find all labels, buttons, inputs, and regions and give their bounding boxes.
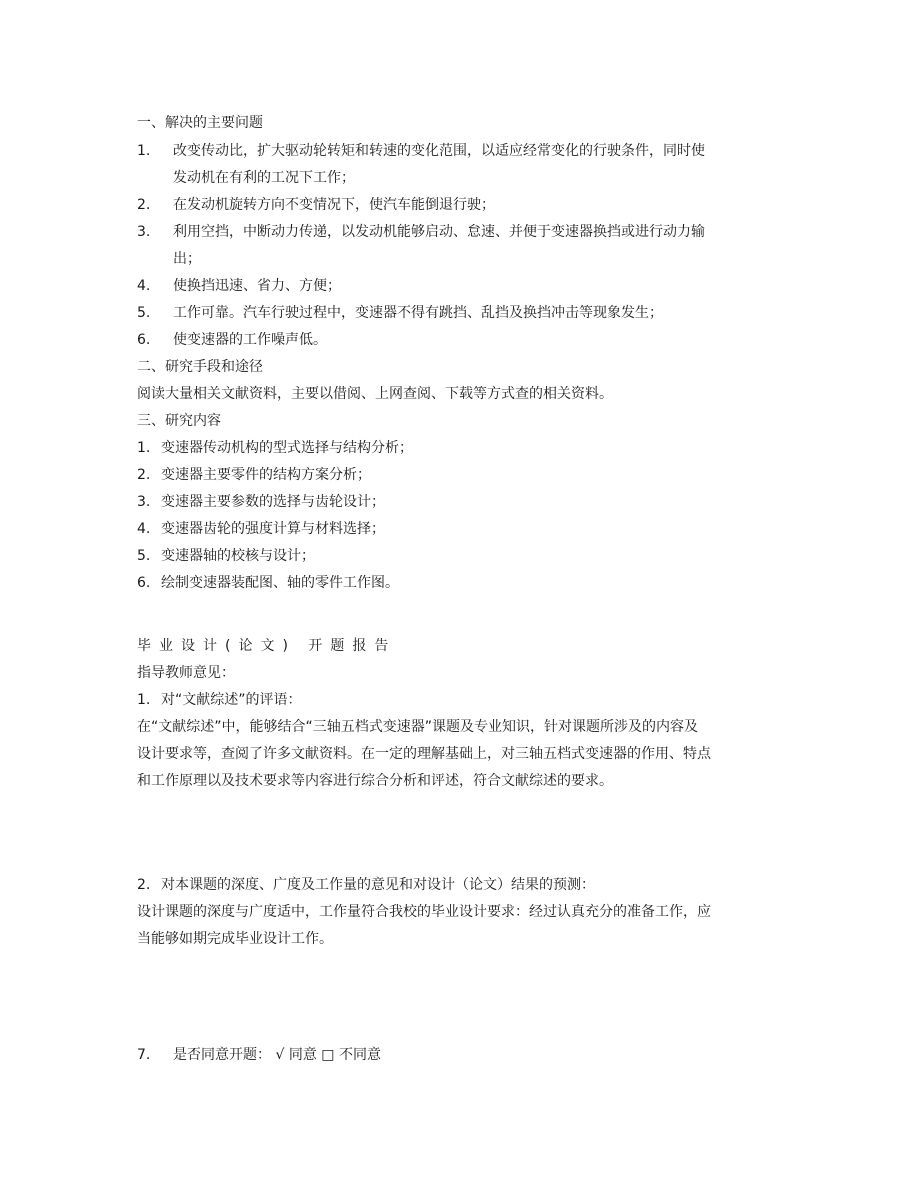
item-number: 2. — [137, 877, 151, 893]
comment-line: 和工作原理以及技术要求等内容进行综合分析和评述，符合文献综述的要求。 — [137, 773, 613, 789]
question-7-label — [137, 1045, 381, 1065]
list-item — [137, 195, 495, 215]
section2-body: 阅读大量相关文献资料，主要以借阅、上网查阅、下载等方式查的相关资料。 — [137, 386, 613, 402]
item-number: 2. — [137, 197, 151, 213]
item-number: 4. — [137, 521, 151, 537]
agree-option: 同意 — [288, 1047, 317, 1063]
item-number: 7. — [137, 1047, 151, 1063]
question-text: 是否同意开题： — [173, 1047, 271, 1063]
item-text: 变速器传动机构的型式选择与结构分析； — [161, 440, 413, 456]
report-title: 毕业设计(论文) 开题报告 — [137, 638, 397, 654]
comment-line: 设计要求等，查阅了许多文献资料。在一定的理解基础上，对三轴五档式变速器的作用、特点 — [137, 746, 711, 762]
item-text: 绘制变速器装配图、轴的零件工作图。 — [161, 575, 399, 591]
item-text: 使换挡迅速、省力、方便； — [173, 278, 341, 294]
list-item — [137, 465, 371, 485]
item-text: 改变传动比，扩大驱动轮转矩和转速的变化范围，以适应经常变化的行驶条件，同时使 — [173, 143, 705, 159]
question-2-label — [137, 875, 595, 895]
list-item — [137, 222, 705, 242]
checkbox-icon: □ — [321, 1047, 335, 1063]
question-text: 对本课题的深度、广度及工作量的意见和对设计（论文）结果的预测： — [161, 877, 595, 893]
list-item — [137, 492, 385, 512]
item-text: 利用空挡，中断动力传递，以发动机能够启动、怠速、并便于变速器换挡或进行动力输 — [173, 224, 705, 240]
list-item — [137, 303, 663, 323]
list-item — [137, 438, 413, 458]
item-text: 使变速器的工作噪声低。 — [173, 332, 327, 348]
list-item — [137, 330, 327, 350]
item-number: 1. — [137, 143, 151, 159]
list-item-continuation: 出； — [173, 251, 201, 267]
item-number: 1. — [137, 692, 151, 708]
question-1-label — [137, 690, 302, 710]
section3-heading: 三、研究内容 — [137, 413, 221, 429]
item-number: 6. — [137, 332, 151, 348]
item-number: 4. — [137, 278, 151, 294]
list-item — [137, 573, 399, 593]
item-number: 3. — [137, 224, 151, 240]
list-item — [137, 546, 315, 566]
comment-line: 当能够如期完成毕业设计工作。 — [137, 931, 333, 947]
list-item — [137, 519, 385, 539]
question-text: 对“文献综述”的评语： — [161, 692, 302, 708]
item-number: 5. — [137, 305, 151, 321]
section1-heading: 一、解决的主要问题 — [137, 115, 263, 131]
item-number: 2. — [137, 467, 151, 483]
comment-line: 在“文献综述”中，能够结合“三轴五档式变速器”课题及专业知识，针对课题所涉及的内容及 — [137, 719, 699, 735]
list-item — [137, 141, 705, 161]
section2-heading: 二、研究手段和途径 — [137, 359, 263, 375]
list-item-continuation: 发动机在有利的工况下工作； — [173, 170, 355, 186]
item-text: 变速器齿轮的强度计算与材料选择； — [161, 521, 385, 537]
advisor-label: 指导教师意见： — [137, 665, 235, 681]
disagree-option: 不同意 — [338, 1047, 381, 1063]
comment-line: 设计课题的深度与广度适中，工作量符合我校的毕业设计要求：经过认真充分的准备工作，应 — [137, 904, 711, 920]
item-text: 工作可靠。汽车行驶过程中，变速器不得有跳挡、乱挡及换挡冲击等现象发生； — [173, 305, 663, 321]
item-number: 1. — [137, 440, 151, 456]
item-text: 变速器主要零件的结构方案分析； — [161, 467, 371, 483]
item-number: 5. — [137, 548, 151, 564]
item-text: 变速器主要参数的选择与齿轮设计； — [161, 494, 385, 510]
item-number: 3. — [137, 494, 151, 510]
item-text: 变速器轴的校核与设计； — [161, 548, 315, 564]
list-item — [137, 276, 341, 296]
item-text: 在发动机旋转方向不变情况下，使汽车能倒退行驶； — [173, 197, 495, 213]
item-number: 6. — [137, 575, 151, 591]
check-mark-icon: √ — [275, 1047, 285, 1063]
